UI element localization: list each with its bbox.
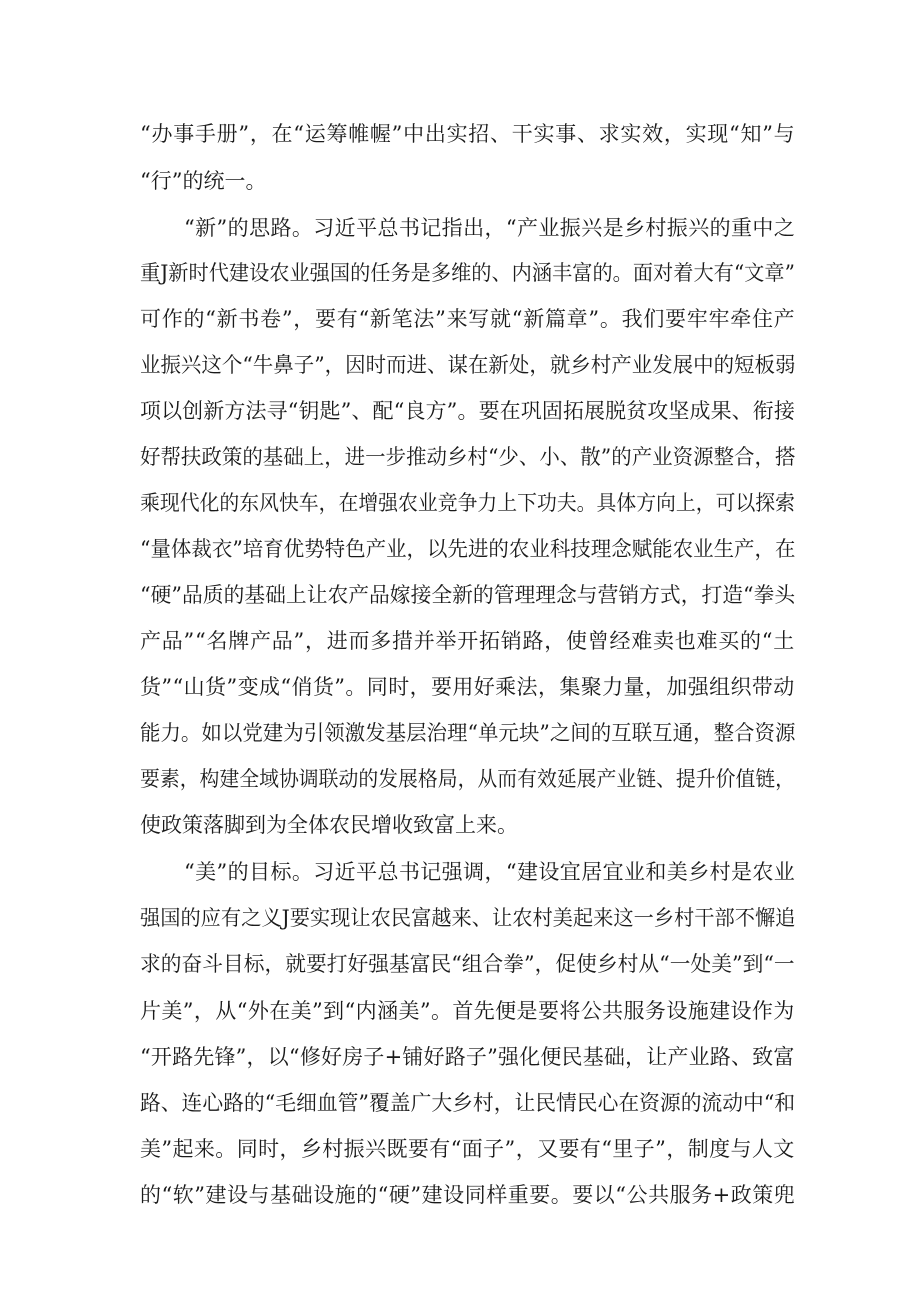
text-line: 可作的“新书卷”，要有“新笔法”来写就“新篇章”。我们要牢牢牵住产 [140,307,796,331]
text-line: 业振兴这个“牛鼻子”，因时而进、谋在新处，就乡村产业发展中的短板弱 [140,353,796,377]
text-line: 好帮扶政策的基础上，进一步推动乡村“少、小、散”的产业资源整合，搭 [140,445,796,469]
text-line: 货”“山货”变成“俏货”。同时，要用好乘法，集聚力量，加强组织带动 [140,675,795,699]
text-line: 强国的应有之义J要实现让农民富越来、让农村美起来这一乡村干部不懈追 [140,906,796,930]
text-line: “开路先锋”，以“修好房子+铺好路子”强化便民基础，让产业路、致富 [140,1045,795,1069]
text-line: 使政策落脚到为全体农民增收致富上来。 [140,813,518,837]
text-line: “行”的统一。 [140,169,267,193]
text-line: 重J新时代建设农业强国的任务是多维的、内涵丰富的。面对着大有“文章” [140,261,795,285]
text-line: 片美”，从“外在美”到“内涵美”。首先便是要将公共服务设施建设作为 [140,999,795,1023]
text-line: 产品”“名牌产品”，进而多措并举开拓销路，使曾经难卖也难买的“土 [140,629,795,653]
text-line: “量体裁衣”培育优势特色产业，以先进的农业科技理念赋能农业生产，在 [140,537,796,561]
paragraph-heading-line: “新”的思路。习近平总书记指出，“产业振兴是乡村振兴的重中之 [184,216,796,240]
text-line: 乘现代化的东风快车，在增强农业竞争力上下功夫。具体方向上，可以探索 [140,491,795,515]
text-line: 的“软”建设与基础设施的“硬”建设同样重要。要以“公共服务+政策兜 [140,1183,796,1207]
text-line: 能力。如以党建为引领激发基层治理“单元块”之间的互联互通，整合资源 [140,721,796,745]
text-line: “硬”品质的基础上让农产品嫁接全新的管理理念与营销方式，打造“拳头 [140,583,796,607]
text-line: 要素，构建全域协调联动的发展格局，从而有效延展产业链、提升价值链， [140,767,795,791]
text-line: “办事手册”，在“运筹帷幄”中出实招、干实事、求实效，实现“知”与 [140,122,796,146]
text-line: 路、连心路的“毛细血管”覆盖广大乡村，让民情民心在资源的流动中“和 [140,1091,796,1115]
paragraph-heading-line: “美”的目标。习近平总书记强调，“建设宜居宜业和美乡村是农业 [184,860,796,884]
text-line: 求的奋斗目标，就要打好强基富民“组合拳”，促使乡村从“一处美”到“一 [140,952,795,976]
text-line: 项以创新方法寻“钥匙”、配“良方”。要在巩固拓展脱贫攻坚成果、衔接 [140,399,795,423]
text-line: 美”起来。同时，乡村振兴既要有“面子”，又要有“里子”，制度与人文 [140,1137,795,1161]
